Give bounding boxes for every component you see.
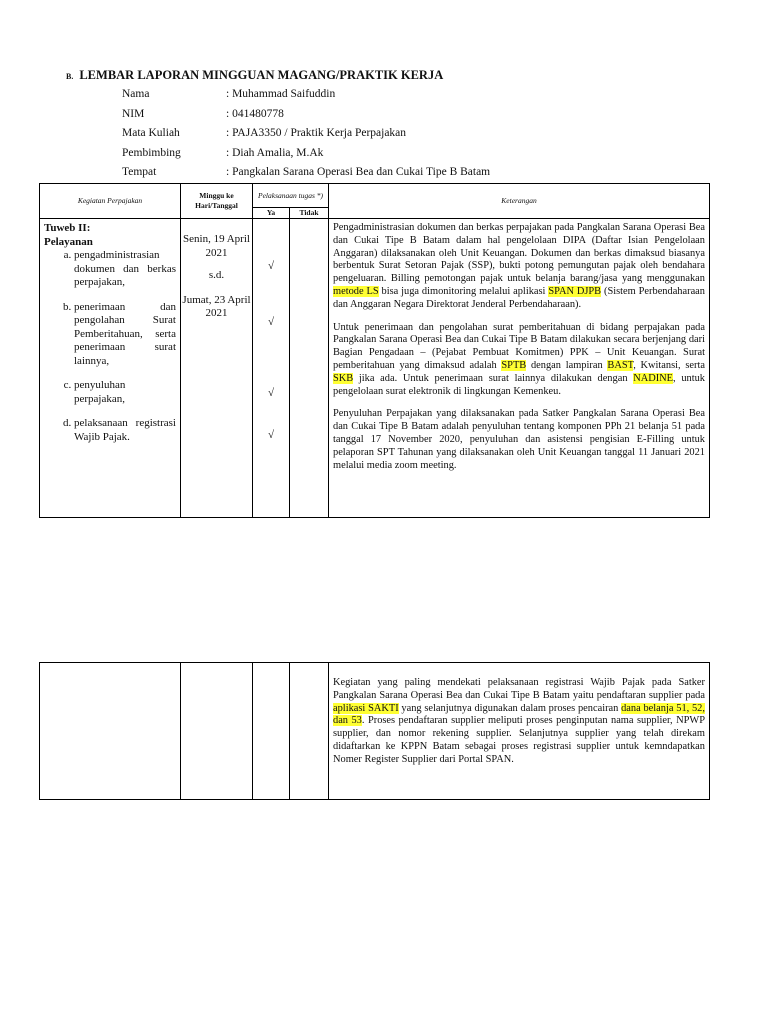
tidak-cell [290, 663, 329, 800]
header-kegiatan: Kegiatan Perpajakan [40, 184, 181, 219]
tanggal-start: Senin, 19 April 2021 [183, 233, 250, 259]
kegiatan-item: a. pengadministrasian dokumen dan berkas perpajakan, [74, 249, 176, 290]
keterangan-paragraph: Untuk penerimaan dan pengolahan surat pemberitahuan di bidang perpajakan pada Pangkalan Sarana Operasi Bea dan Cukai Tipe B Batam dilakukan secara berjenjang dari Bagian Pengadaan – (Pejabat Pembuat Komitmen) PPK – Unit Keuangan. Surat pemberitahuan yang dimaksud adalah SPTB dengan lampiran BAST, Kwitansi, serta SKB jika ada. Untuk penerimaan surat lainnya dilakukan dengan NADINE, untuk pengelolaan surat elektronik di lingkungan Kemenkeu. [333, 321, 705, 397]
info-row-pembimbing [122, 147, 490, 167]
weekly-report-table [39, 183, 710, 518]
tanggal-cell [181, 219, 253, 518]
info-row-matakuliah [122, 127, 490, 147]
check-mark: √ [267, 429, 275, 441]
kegiatan-list [44, 249, 176, 444]
info-value: : PAJA3350 / Praktik Kerja Perpajakan [226, 127, 407, 139]
info-row-nama [122, 88, 490, 108]
info-label: Pembimbing [122, 146, 181, 159]
info-value: : Pangkalan Sarana Operasi Bea dan Cukai Tipe B Batam [226, 166, 491, 178]
kegiatan-subtitle: Pelayanan [44, 235, 93, 248]
check-mark: √ [267, 387, 275, 399]
check-mark: √ [267, 260, 275, 272]
keterangan-paragraph: Kegiatan yang paling mendekati pelaksanaan registrasi Wajib Pajak pada Satker Pangkalan Sarana Operasi Bea dan Cukai Tipe B Batam yaitu pendaftaran supplier pada aplikasi SAKTI yang selanjutnya digunakan dalam proses pencairan dana belanja 51, 52, dan 53. Proses pendaftaran supplier meliputi proses penginputan nama supplier, NPWP supplier, dan nomor rekening supplier. Selanjutnya supplier yang telah direkam didaftarkan ke KPPN Batam sebagai proses registrasi supplier untuk kemndapatkan Nomer Register Supplier dari Portal SPAN. [333, 677, 705, 765]
info-label: Mata Kuliah [122, 127, 180, 139]
kegiatan-item: b. penerimaan dan pengolahan Surat Pemberitahuan, serta penerimaan surat lainnya, [74, 301, 176, 369]
header-pelaksanaan: Pelaksanaan tugas *) [253, 184, 329, 208]
highlight: SKB [333, 372, 354, 384]
highlight: dana belanja 51, 52, dan 53 [333, 702, 705, 727]
tanggal-end: Jumat, 23 April 2021 [182, 293, 251, 319]
highlight: aplikasi SAKTI [333, 702, 399, 714]
ya-cell [253, 219, 290, 518]
info-value: : Diah Amalia, M.Ak [226, 146, 324, 159]
tidak-cell [290, 219, 329, 518]
report-heading [66, 68, 443, 83]
heading-title: LEMBAR LAPORAN MINGGUAN MAGANG/PRAKTIK KERJA [79, 68, 444, 82]
check-mark: √ [267, 316, 275, 328]
header-minggu: Minggu ke Hari/Tanggal [181, 184, 253, 219]
keterangan-paragraph: Penyuluhan Perpajakan yang dilaksanakan pada Satker Pangkalan Sarana Operasi Bea dan Cukai Tipe B Batam adalah penyuluhan tentang komponen PPh 21 belanja 51 pada tanggal 17 November 2020, penyuluhan dan asistensi pengisian E-Filling untuk pelaporan SPT Tahunan yang dilaksanakan oleh Unit Keuangan tanggal 11 Januari 2021 melalui media zoom meeting. [333, 408, 705, 471]
highlight: SPTB [501, 359, 527, 371]
info-label: Tempat [122, 166, 157, 178]
kegiatan-title: Tuweb II: [44, 222, 91, 234]
weekly-report-table-continued [39, 662, 710, 800]
highlight: SPAN DJPB [548, 285, 602, 297]
kegiatan-item: d. pelaksanaan registrasi Wajib Pajak. [74, 417, 176, 444]
info-value: : Muhammad Saifuddin [226, 88, 336, 100]
ya-cell [253, 663, 290, 800]
highlight: metode LS [333, 285, 379, 297]
heading-prefix: B. [66, 72, 74, 81]
kegiatan-cell [40, 663, 181, 800]
info-label: Nama [122, 88, 150, 100]
header-tidak: Tidak [290, 208, 329, 219]
info-label: NIM [122, 107, 145, 120]
kegiatan-item: c. penyuluhan perpajakan, [74, 379, 176, 406]
highlight: BAST [607, 359, 634, 371]
keterangan-paragraph: Pengadministrasian dokumen dan berkas perpajakan pada Pangkalan Sarana Operasi Bea dan Cukai Tipe B Batam dalam hal pengelolaan DIPA (Daftar Isian Pengelolaan Anggaran) dilaksanakan oleh Unit Keuangan. Dokumen dan berkas dimaksud biasanya berbentuk Surat Setoran Pajak (SSP), bukti potong pemungutan pajak oleh bendahara pengeluaran. Billing pemotongan pajak untuk belanja barang/jasa yang menggunakan metode LS bisa juga dimonitoring melalui aplikasi SPAN DJPB (Sistem Perbendaharaan dan Anggaran Negara Direktorat Jenderal Perbendaharaan). [333, 222, 705, 310]
tanggal-sd: s.d. [208, 269, 225, 281]
kegiatan-cell [40, 219, 181, 518]
info-value: : 041480778 [226, 107, 284, 120]
keterangan-cell [329, 219, 710, 518]
header-keterangan: Keterangan [329, 184, 710, 219]
header-ya: Ya [253, 208, 290, 219]
info-row-nim [122, 108, 490, 128]
keterangan-cell [329, 663, 710, 800]
student-info [122, 88, 490, 186]
tanggal-cell [181, 663, 253, 800]
highlight: NADINE [633, 372, 674, 384]
